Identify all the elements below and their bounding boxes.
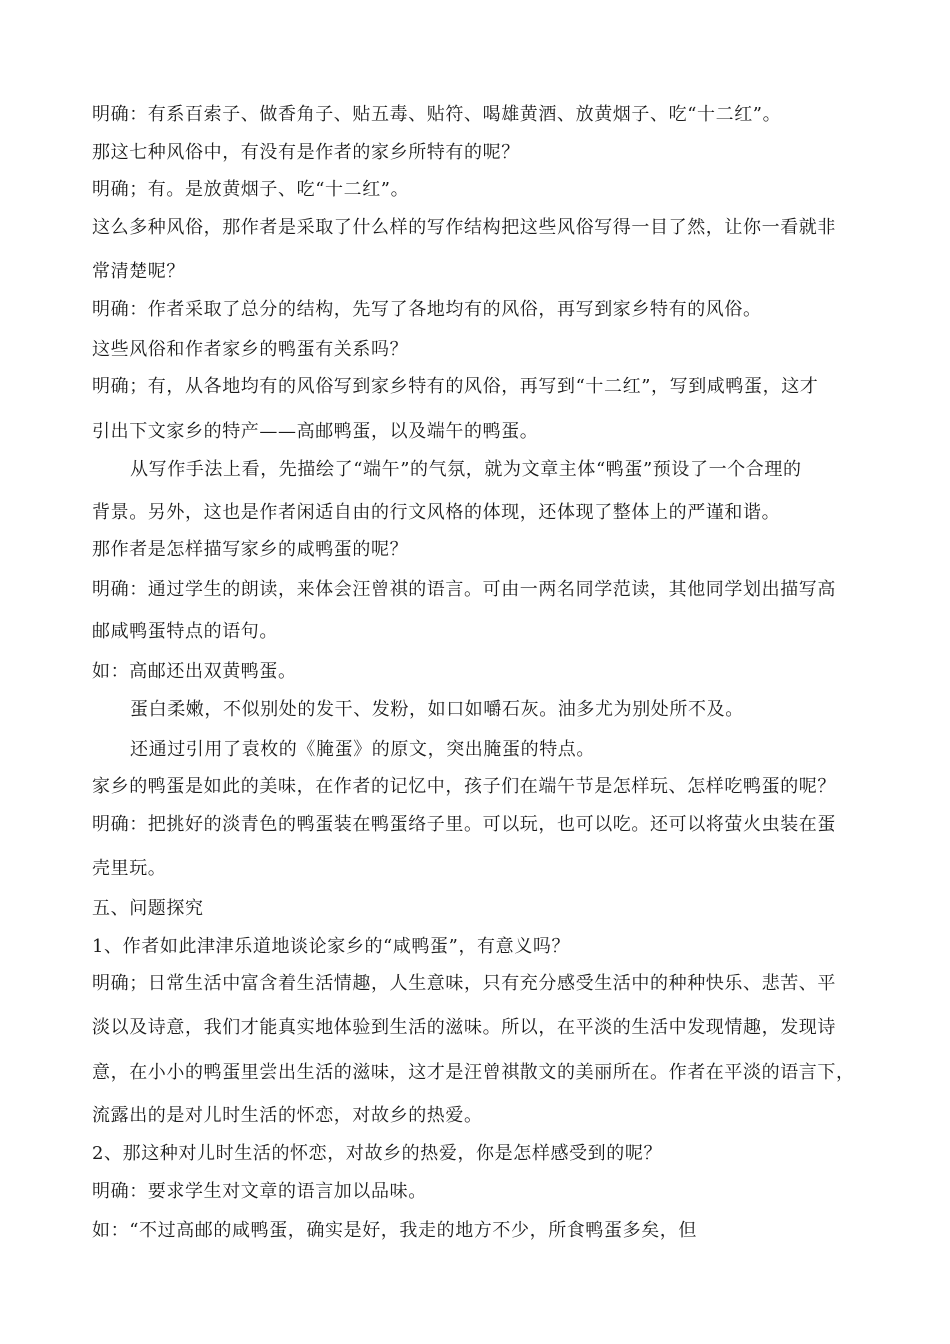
text-line: 家乡的鸭蛋是如此的美味，在作者的记忆中，孩子们在端午节是怎样玩、怎样吃鸭蛋的呢？ — [92, 776, 836, 797]
text-line: 淡以及诗意，我们才能真实地体验到生活的滋味。所以，在平淡的生活中发现情趣，发现诗 — [92, 1017, 836, 1038]
text-line: 常清楚呢？ — [92, 261, 185, 282]
text-line: 明确；日常生活中富含着生活情趣，人生意味，只有充分感受生活中的种种快乐、悲苦、平 — [92, 973, 836, 994]
text-line: 如：高邮还出双黄鸭蛋。 — [92, 661, 297, 682]
text-line: 明确：通过学生的朗读，来体会汪曾祺的语言。可由一两名同学范读，其他同学划出描写高 — [92, 579, 836, 600]
text-line: 邮咸鸭蛋特点的语句。 — [92, 621, 278, 642]
question-line: 1、作者如此津津乐道地谈论家乡的“咸鸭蛋”，有意义吗？ — [92, 936, 571, 957]
text-line: 意，在小小的鸭蛋里尝出生活的滋味，这才是汪曾祺散文的美丽所在。作者在平淡的语言下， — [92, 1062, 855, 1083]
question-line: 2、那这种对儿时生活的怀恋，对故乡的热爱，你是怎样感受到的呢？ — [92, 1143, 663, 1164]
text-line: 蛋白柔嫩，不似别处的发干、发粉，如口如嚼石灰。油多尤为别处所不及。 — [130, 699, 744, 720]
text-line: 还通过引用了袁枚的《腌蛋》的原文，突出腌蛋的特点。 — [130, 739, 595, 760]
text-line: 明确：把挑好的淡青色的鸭蛋装在鸭蛋络子里。可以玩，也可以吃。还可以将萤火虫装在蛋 — [92, 814, 836, 835]
text-line: 明确：要求学生对文章的语言加以品味。 — [92, 1181, 427, 1202]
text-line: 壳里玩。 — [92, 858, 167, 879]
text-line: 明确：有系百索子、做香角子、贴五毒、贴符、喝雄黄酒、放黄烟子、吃“十二红”。 — [92, 104, 782, 125]
section-heading: 五、问题探究 — [92, 898, 204, 919]
text-line: 明确：作者采取了总分的结构，先写了各地均有的风俗，再写到家乡特有的风俗。 — [92, 299, 762, 320]
text-line: 如：“不过高邮的咸鸭蛋，确实是好，我走的地方不少，所食鸭蛋多矣，但 — [92, 1220, 697, 1241]
text-line: 明确；有，从各地均有的风俗写到家乡特有的风俗，再写到“十二红”，写到咸鸭蛋，这才 — [92, 376, 819, 397]
text-line: 那这七种风俗中，有没有是作者的家乡所特有的呢？ — [92, 142, 520, 163]
text-line: 明确；有。是放黄烟子、吃“十二红”。 — [92, 179, 410, 200]
text-line: 流露出的是对儿时生活的怀恋，对故乡的热爱。 — [92, 1105, 483, 1126]
text-line: 从写作手法上看，先描绘了“端午”的气氛，就为文章主体“鸭蛋”预设了一个合理的 — [130, 459, 802, 480]
text-line: 背景。另外，这也是作者闲适自由的行文风格的体现，还体现了整体上的严谨和谐。 — [92, 502, 781, 523]
text-line: 这些风俗和作者家乡的鸭蛋有关系吗？ — [92, 339, 409, 360]
text-line: 引出下文家乡的特产——高邮鸭蛋，以及端午的鸭蛋。 — [92, 421, 539, 442]
text-line: 这么多种风俗，那作者是采取了什么样的写作结构把这些风俗写得一目了然，让你一看就非 — [92, 217, 836, 238]
text-line: 那作者是怎样描写家乡的咸鸭蛋的呢？ — [92, 539, 409, 560]
